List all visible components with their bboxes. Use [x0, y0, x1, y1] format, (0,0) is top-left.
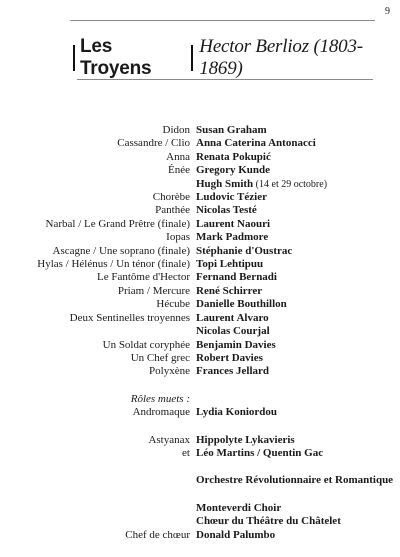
- cast-row: [0, 178, 400, 191]
- cast-row: [0, 124, 400, 137]
- performer-name-text: Hugh Smith: [196, 177, 254, 190]
- cast-row: [0, 434, 400, 447]
- silent-roles-heading: Rôles muets :: [130, 392, 190, 405]
- spacer: [0, 460, 400, 474]
- cast-row: [0, 529, 400, 542]
- role-name: Priam / Mercure: [117, 284, 190, 297]
- silent-roles-heading-row: [0, 393, 400, 406]
- cast-row: [0, 191, 400, 204]
- cast-row: [0, 271, 400, 284]
- cast-row: [0, 204, 400, 217]
- choir-row: [0, 515, 400, 528]
- cast-row: [0, 137, 400, 150]
- title-divider-middle: [191, 45, 193, 71]
- role-name: Chorèbe: [152, 191, 190, 204]
- performer-name: Mark Padmore: [196, 231, 269, 244]
- performer-name: Danielle Bouthillon: [196, 298, 287, 311]
- performer-name: Laurent Naouri: [196, 217, 271, 230]
- cast-row: [0, 285, 400, 298]
- role-name: Didon: [162, 124, 190, 136]
- role-name: Anna: [166, 150, 190, 163]
- title-rule: [77, 79, 373, 80]
- cast-row: [0, 298, 400, 311]
- performer-name: Hippolyte Lykavieris: [196, 433, 295, 446]
- header-rule: [70, 20, 375, 21]
- performer-name: Ludovic Tézier: [196, 191, 267, 204]
- role-name: Panthée: [155, 204, 190, 217]
- performer-name: Nicolas Testé: [196, 204, 257, 217]
- role-name: Hylas / Hélénus / Un ténor (finale): [37, 258, 190, 271]
- title-divider-left: [73, 45, 75, 71]
- performer-name: René Schirrer: [196, 284, 263, 297]
- cast-row: [0, 447, 400, 460]
- cast-row: [0, 352, 400, 365]
- role-name: Ascagne / Une soprano (finale): [52, 244, 190, 257]
- role-name: Chef de chœur: [125, 528, 190, 541]
- performer-name: Stéphanie d'Oustrac: [196, 244, 293, 257]
- composer-name: Hector Berlioz (1803-1869): [199, 36, 363, 79]
- spacer: [0, 420, 400, 434]
- performer-name: Frances Jellard: [196, 365, 270, 378]
- role-name: Le Fantôme d'Hector: [96, 271, 190, 284]
- cast-row: [0, 151, 400, 164]
- page-number: 9: [385, 6, 390, 17]
- role-name: Hécube: [156, 298, 190, 311]
- cast-list: [0, 124, 400, 542]
- performer-name: Laurent Alvaro: [196, 311, 269, 324]
- cast-row: [0, 231, 400, 244]
- role-name: Énée: [168, 164, 190, 177]
- cast-row: [0, 164, 400, 177]
- role-name: Cassandre / Clio: [117, 137, 190, 150]
- role-name: Iopas: [166, 231, 190, 244]
- page-title: [73, 36, 400, 79]
- cast-row: [0, 339, 400, 352]
- performer-name: Nicolas Courjal: [196, 325, 270, 338]
- performer-name: Topi Lehtipuu: [196, 258, 264, 271]
- orchestra-name: Orchestre Révolutionnaire et Romantique: [196, 474, 394, 487]
- role-name: Astyanax: [148, 433, 190, 446]
- performer-name: Léo Martins / Quentin Gac: [196, 446, 324, 459]
- performer-name: Robert Davies: [196, 351, 263, 364]
- performer-name: Fernand Bernadi: [196, 271, 277, 284]
- performer-name: Anna Caterina Antonacci: [196, 137, 316, 150]
- choir-name: Chœur du Théâtre du Châtelet: [196, 515, 341, 528]
- cast-row: [0, 245, 400, 258]
- performer-name: Benjamin Davies: [196, 338, 276, 351]
- cast-row: [0, 312, 400, 325]
- performer-name: Renata Pokupić: [196, 150, 271, 163]
- choir-name: Monteverdi Choir: [196, 501, 282, 514]
- role-name: Un Soldat coryphée: [102, 338, 190, 351]
- role-name: Un Chef grec: [130, 351, 190, 364]
- performance-dates-note: (14 et 29 octobre): [253, 178, 328, 190]
- cast-row: [0, 365, 400, 378]
- work-title: Les Troyens: [79, 36, 152, 79]
- performer-name: [196, 178, 327, 191]
- orchestra-row: [0, 474, 400, 487]
- cast-row: [0, 325, 400, 338]
- performer-name: Lydia Koniordou: [196, 406, 278, 419]
- performer-name: Susan Graham: [196, 124, 267, 136]
- role-name: Polyxène: [149, 365, 190, 378]
- role-name: Deux Sentinelles troyennes: [69, 311, 190, 324]
- choir-row: [0, 502, 400, 515]
- spacer: [0, 488, 400, 502]
- role-name: Narbal / Le Grand Prêtre (finale): [45, 217, 190, 230]
- cast-row: [0, 406, 400, 419]
- performer-name: Gregory Kunde: [196, 164, 271, 177]
- spacer: [0, 379, 400, 393]
- cast-row: [0, 258, 400, 271]
- performer-name: Donald Palumbo: [196, 528, 276, 541]
- role-name: [0, 178, 196, 191]
- role-name: et: [182, 446, 190, 459]
- role-name: Andromaque: [132, 406, 190, 419]
- role-name: [0, 325, 196, 338]
- cast-row: [0, 218, 400, 231]
